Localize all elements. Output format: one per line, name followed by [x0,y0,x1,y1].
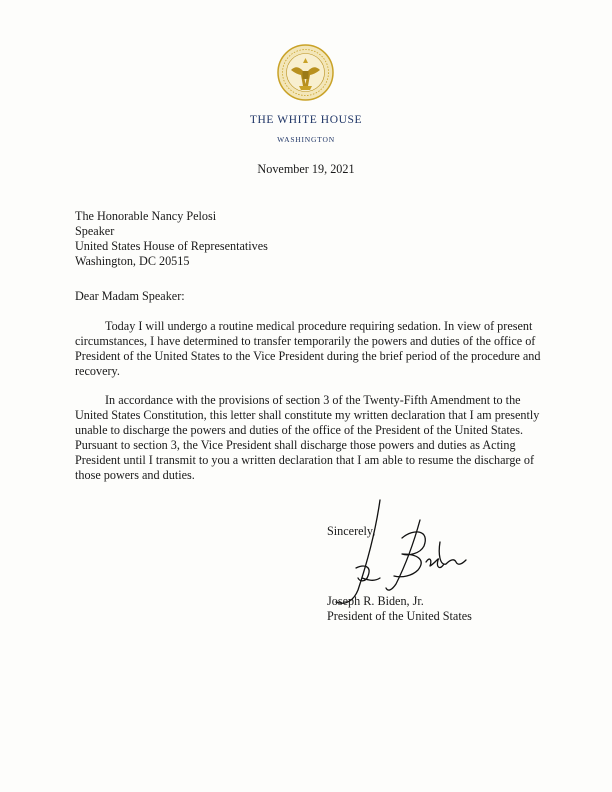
signer-block [327,594,472,624]
signer-title: President of the United States [327,609,472,623]
salutation: Dear Madam Speaker: [75,289,185,303]
paragraph-1-text: Today I will undergo a routine medical procedure requiring sedation. In view of present circumstances, I have determined to transfer temporarily the powers and duties of the office of President of the United States to the Vice President during the brief period of the procedure and recovery. [75,319,541,378]
closing: Sincerely, [327,524,376,538]
presidential-seal-icon [277,44,334,101]
recipient-line: The Honorable Nancy Pelosi [75,209,217,223]
paragraph-1 [75,319,543,379]
letterhead-subtitle: WASHINGTON [277,135,335,144]
letter-date: November 19, 2021 [257,162,355,176]
signer-name: Joseph R. Biden, Jr. [327,594,424,608]
recipient-line: United States House of Representatives [75,239,268,253]
recipient-line: Washington, DC 20515 [75,254,190,268]
recipient-line: Speaker [75,224,115,238]
paragraph-2-text: In accordance with the provisions of section 3 of the Twenty-Fifth Amendment to the United States Constitution, this letter shall constitute my written declaration that I am presently unable to discharge the powers and duties of the office of the President of the United States. Pursuant to section 3, the Vice President shall discharge those powers and duties as Acting President until I transmit to you a written declaration that I am able to resume the discharge of those powers and duties. [75,393,540,482]
letterhead-title: THE WHITE HOUSE [249,114,363,126]
paragraph-2 [75,393,543,483]
recipient-address [75,209,268,269]
